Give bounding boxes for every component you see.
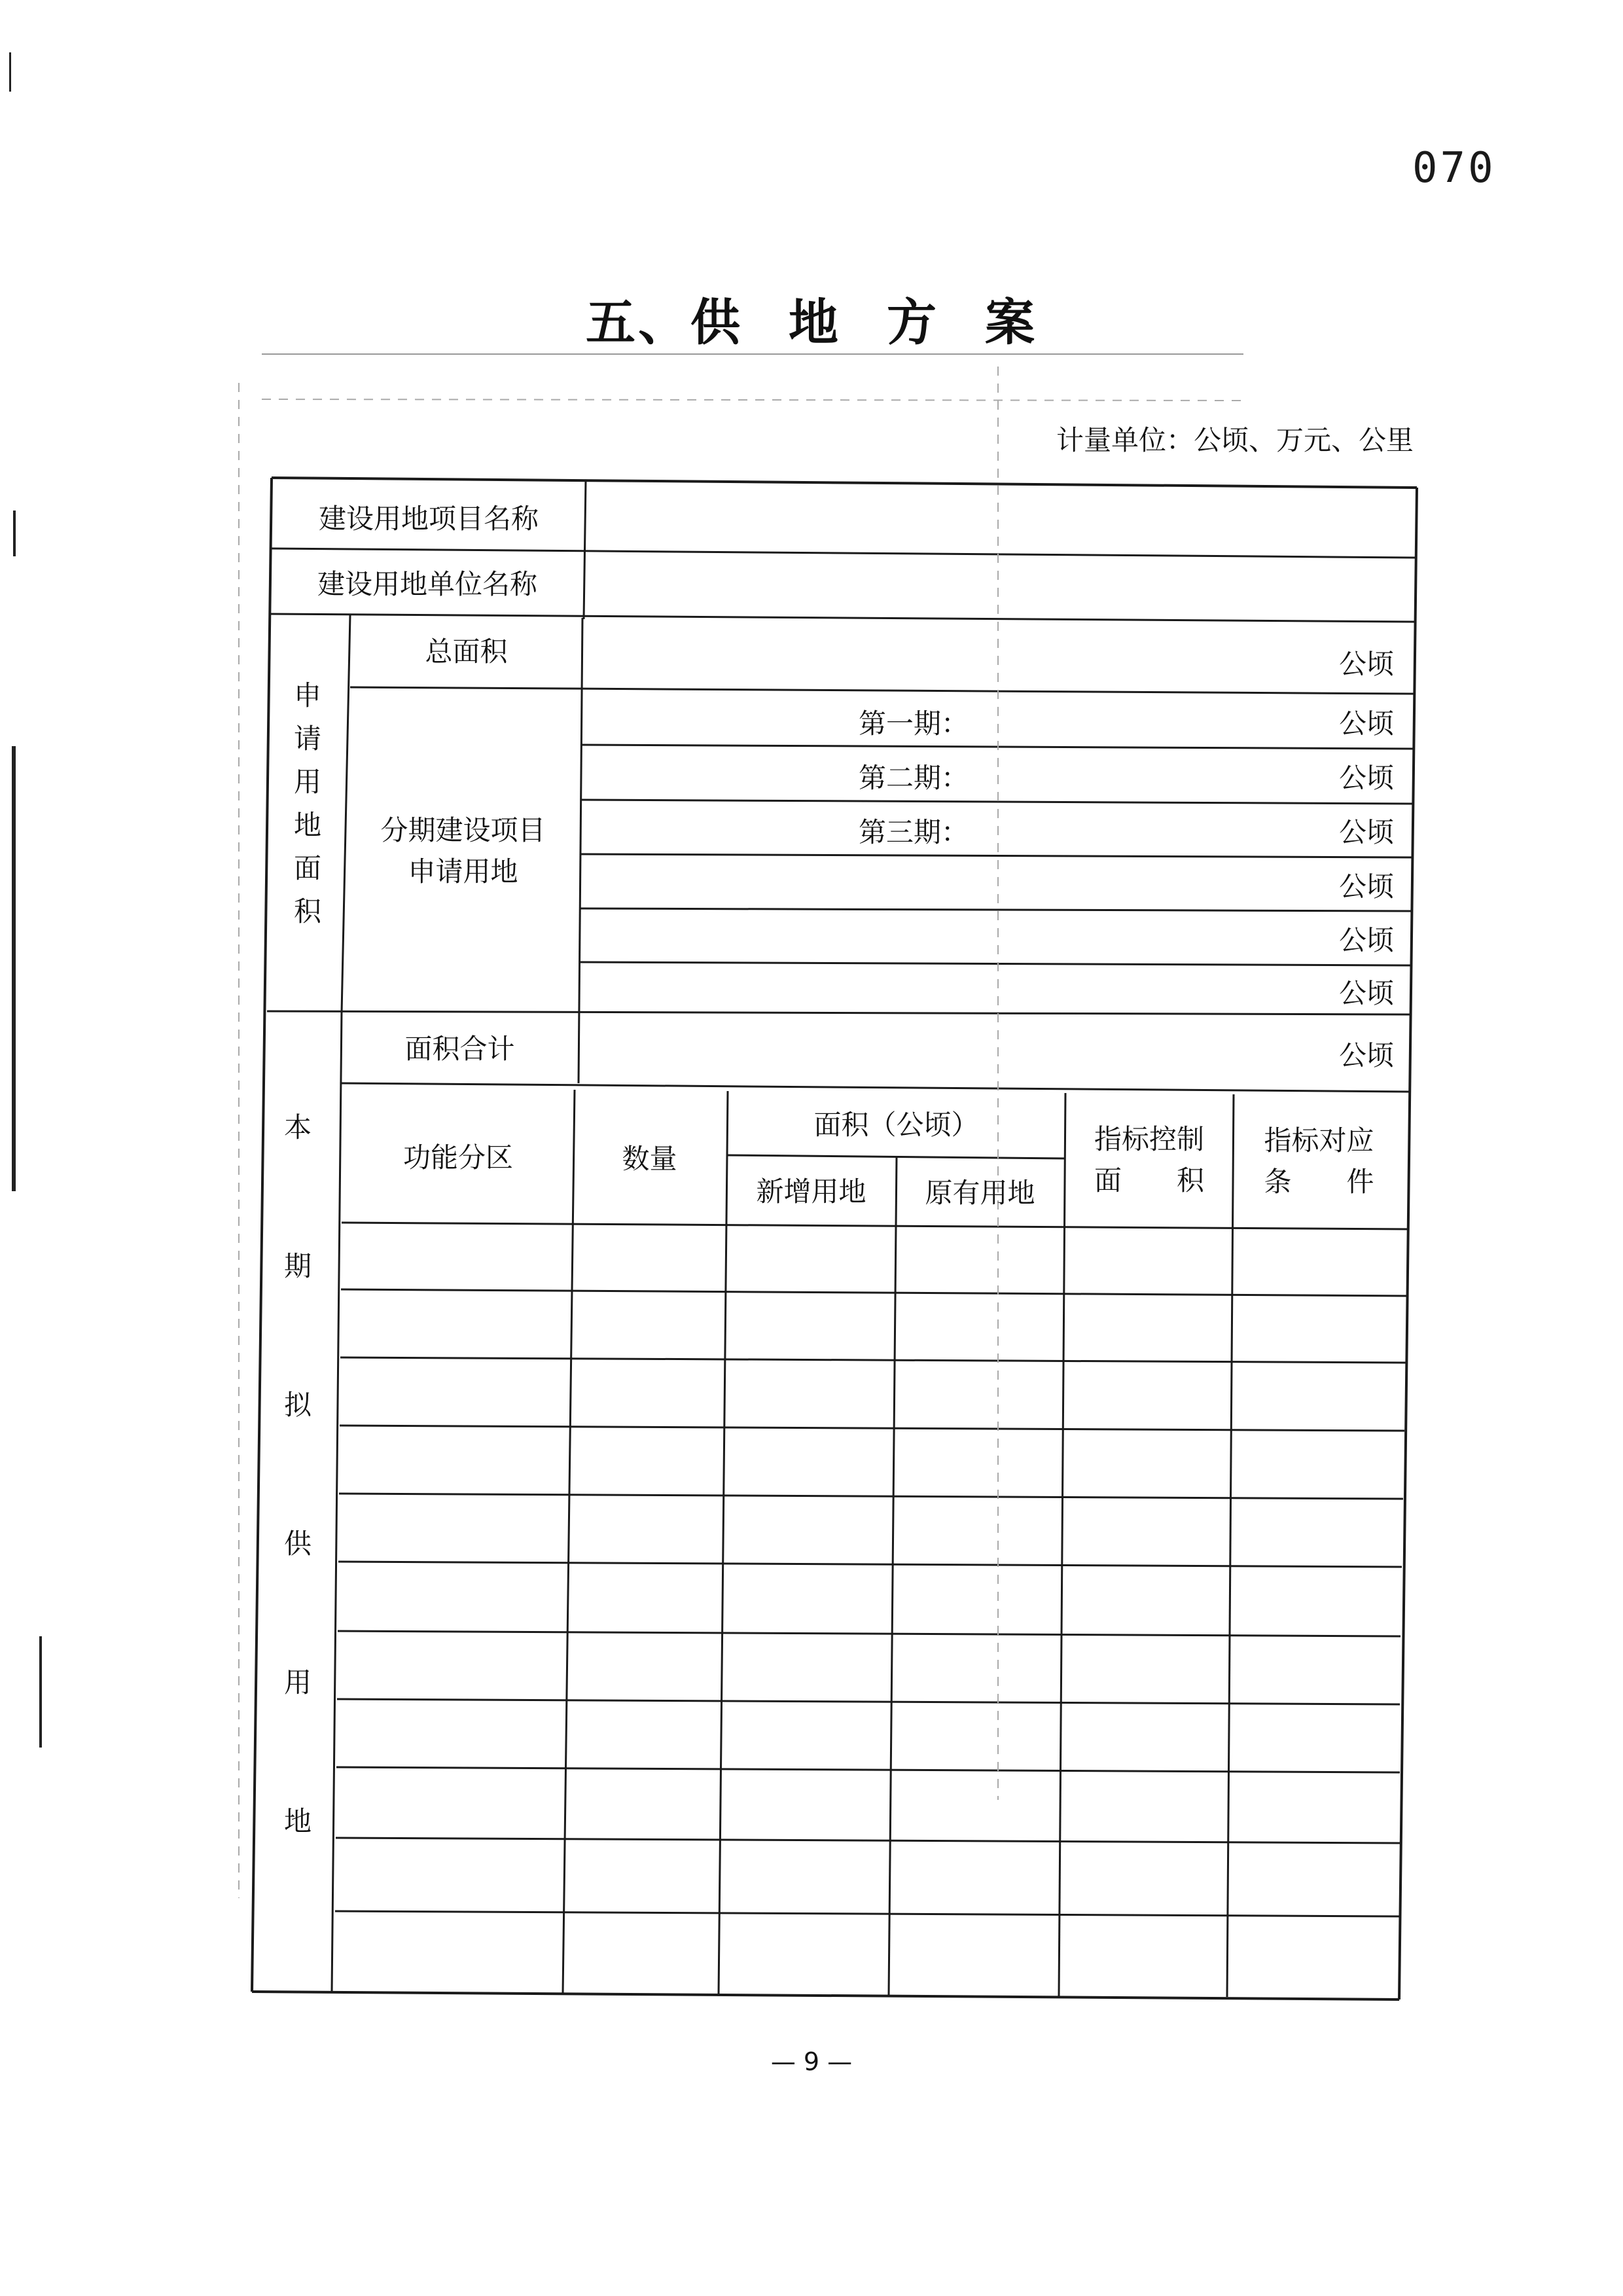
phase3-unit: 公顷	[1338, 816, 1394, 848]
col-header-indicator-condition	[1236, 1096, 1402, 1227]
col-header-existing-land: 原有用地	[925, 1176, 1035, 1209]
col-header-area-group: 面积（公顷）	[813, 1108, 979, 1141]
vertical-char: 用	[283, 1666, 312, 1698]
area-total-unit: 公顷	[1338, 1039, 1394, 1071]
phase6-unit: 公顷	[1338, 977, 1394, 1009]
plan-supply-vertical-label	[265, 1106, 330, 1939]
phase4-field[interactable]	[586, 859, 1312, 907]
vertical-char: 本	[283, 1111, 312, 1143]
page-number: — 9 —	[770, 2047, 853, 2076]
archive-number: 070	[1412, 144, 1496, 192]
vertical-char: 拟	[283, 1389, 312, 1421]
phase2-label: 第二期：	[858, 762, 969, 794]
total-area-label: 总面积	[425, 635, 508, 668]
col-header-new-land: 新增用地	[756, 1175, 866, 1208]
plan-data-rows[interactable]	[344, 1232, 1400, 1988]
col-header-indicator-control-area	[1067, 1094, 1232, 1225]
unit-note: 计量单位：公顷、万元、公里	[1056, 424, 1414, 456]
indicator-control-line2: 面 积	[1094, 1164, 1204, 1196]
title-char-2: 地	[789, 293, 841, 351]
vertical-char: 用	[293, 766, 321, 798]
vertical-char: 面	[293, 852, 321, 884]
col-header-function-zone: 功能分区	[402, 1141, 513, 1174]
project-name-field[interactable]	[589, 486, 1410, 548]
phased-label-line2: 申请用地	[408, 855, 518, 888]
phase1-label: 第一期：	[858, 708, 969, 740]
phase1-unit: 公顷	[1338, 708, 1394, 740]
project-name-label: 建设用地项目名称	[318, 502, 539, 535]
phase2-unit: 公顷	[1338, 762, 1394, 794]
indicator-control-line1: 指标控制	[1094, 1123, 1204, 1155]
title-prefix: 五、供	[586, 293, 743, 351]
phased-project-label	[347, 694, 579, 1008]
vertical-char: 供	[283, 1528, 312, 1560]
col-header-quantity: 数量	[622, 1142, 677, 1175]
phase5-unit: 公顷	[1338, 924, 1394, 956]
title-char-3: 方	[887, 293, 939, 351]
phase3-label: 第三期：	[858, 816, 969, 848]
vertical-char: 请	[293, 723, 321, 755]
vertical-char: 地	[283, 1805, 312, 1837]
phase2-field[interactable]	[975, 750, 1315, 800]
area-total-label: 面积合计	[404, 1033, 515, 1065]
title-char-4: 案	[985, 293, 1037, 351]
indicator-condition-line1: 指标对应	[1264, 1124, 1374, 1157]
phase3-field[interactable]	[975, 804, 1315, 853]
phase5-field[interactable]	[586, 912, 1312, 961]
total-area-field[interactable]	[586, 622, 1338, 687]
apply-area-vertical-label	[275, 674, 340, 933]
phased-label-line1: 分期建设项目	[380, 814, 546, 846]
vertical-char: 地	[293, 809, 321, 841]
total-area-unit: 公顷	[1338, 648, 1394, 680]
area-total-field[interactable]	[582, 1016, 1315, 1085]
vertical-char: 积	[293, 895, 321, 927]
phase4-unit: 公顷	[1338, 870, 1394, 903]
vertical-char: 期	[283, 1250, 312, 1282]
vertical-char: 申	[293, 679, 321, 711]
unit-name-label: 建设用地单位名称	[317, 567, 537, 600]
phase1-field[interactable]	[975, 695, 1315, 745]
indicator-condition-line2: 条 件	[1264, 1166, 1374, 1198]
unit-name-field[interactable]	[588, 552, 1409, 615]
phase6-field[interactable]	[586, 966, 1312, 1011]
